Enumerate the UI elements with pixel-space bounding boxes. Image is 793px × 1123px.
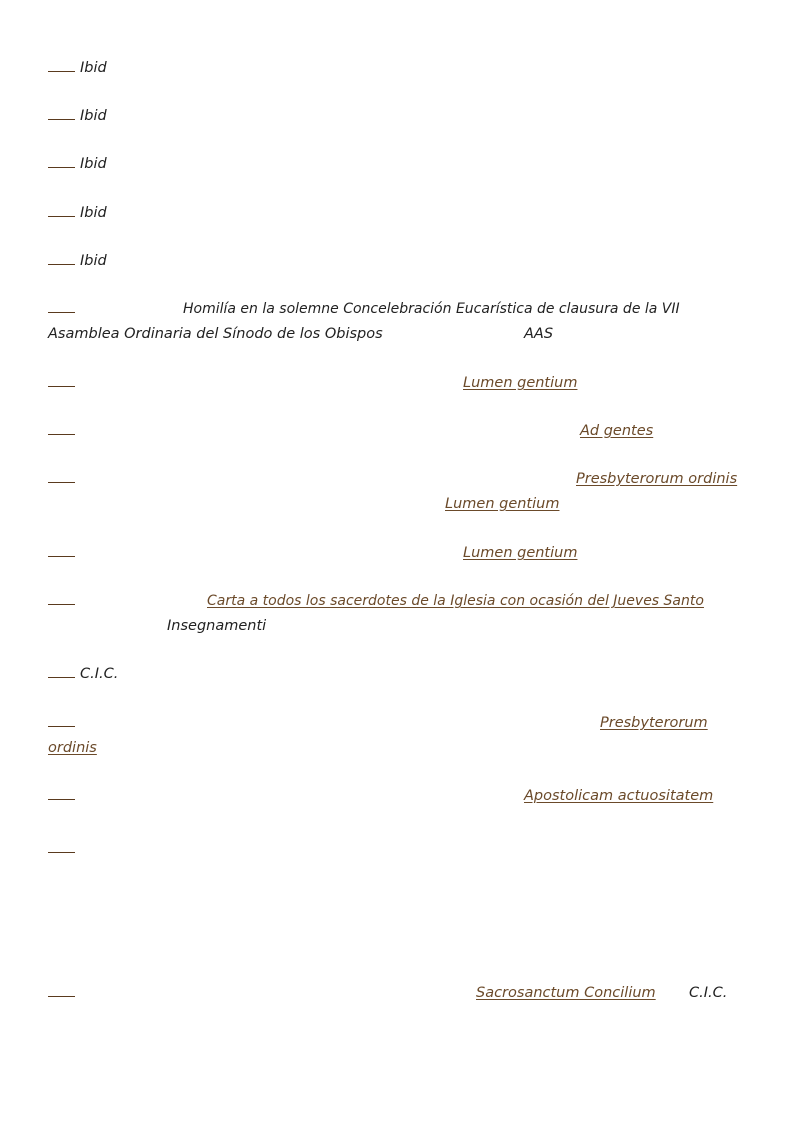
footnote-marker[interactable]	[48, 556, 75, 557]
footnote-text: C.I.C.	[689, 985, 728, 1001]
footnote-text: Insegnamenti	[167, 618, 267, 634]
footnote	[48, 786, 748, 806]
footnote-text: Ibid	[80, 205, 107, 221]
footnote-text: Ibid	[80, 108, 107, 124]
footnote-marker[interactable]	[48, 71, 75, 72]
footnote	[48, 469, 748, 514]
citation-link[interactable]: ordinis	[48, 740, 97, 756]
footnote-text: Asamblea Ordinaria del Sínodo de los Obispos	[48, 326, 383, 342]
citation-link[interactable]: Lumen gentium	[463, 545, 578, 561]
footnote-marker[interactable]	[48, 312, 75, 313]
footnote	[48, 58, 748, 78]
footnote-marker[interactable]	[48, 119, 75, 120]
footnote-text: Homilía en la solemne Concelebración Eucarística de clausura de la VII	[183, 301, 680, 317]
footnote-marker[interactable]	[48, 264, 75, 265]
footnote	[48, 839, 748, 859]
footnote-text: Ibid	[80, 156, 107, 172]
citation-link[interactable]: Apostolicam actuositatem	[524, 788, 714, 804]
footnote-text: C.I.C.	[80, 666, 119, 682]
footnote-marker[interactable]	[48, 386, 75, 387]
footnote	[48, 154, 748, 174]
footnote-marker[interactable]	[48, 726, 75, 727]
citation-link[interactable]: Presbyterorum ordinis	[576, 471, 738, 487]
footnote	[48, 664, 748, 684]
citation-link[interactable]: Presbyterorum	[600, 715, 708, 731]
footnote-text: Ibid	[80, 60, 107, 76]
footnote	[48, 373, 748, 393]
citation-link[interactable]: Lumen gentium	[463, 375, 578, 391]
footnote-marker[interactable]	[48, 799, 75, 800]
footnote-marker[interactable]	[48, 677, 75, 678]
footnote	[48, 421, 748, 441]
footnote-text: AAS	[524, 326, 554, 342]
footnote	[48, 299, 748, 344]
citation-link[interactable]: Lumen gentium	[445, 496, 560, 512]
footnote-marker[interactable]	[48, 482, 75, 483]
footnote-marker[interactable]	[48, 167, 75, 168]
citation-link[interactable]: Carta a todos los sacerdotes de la Iglesia con ocasión del Jueves Santo	[207, 593, 704, 609]
footnote-marker[interactable]	[48, 604, 75, 605]
citation-link[interactable]: Sacrosanctum Concilium	[476, 985, 656, 1001]
footnote-marker[interactable]	[48, 996, 75, 997]
citation-link[interactable]: Ad gentes	[580, 423, 654, 439]
footnote-marker[interactable]	[48, 434, 75, 435]
footnote-marker[interactable]	[48, 216, 75, 217]
footnote	[48, 591, 748, 636]
footnote	[48, 983, 748, 1003]
footnote	[48, 251, 748, 271]
footnote	[48, 713, 748, 758]
footnote	[48, 106, 748, 126]
footnote	[48, 203, 748, 223]
footnote-marker[interactable]	[48, 852, 75, 853]
footnote	[48, 543, 748, 563]
footnote-text: Ibid	[80, 253, 107, 269]
